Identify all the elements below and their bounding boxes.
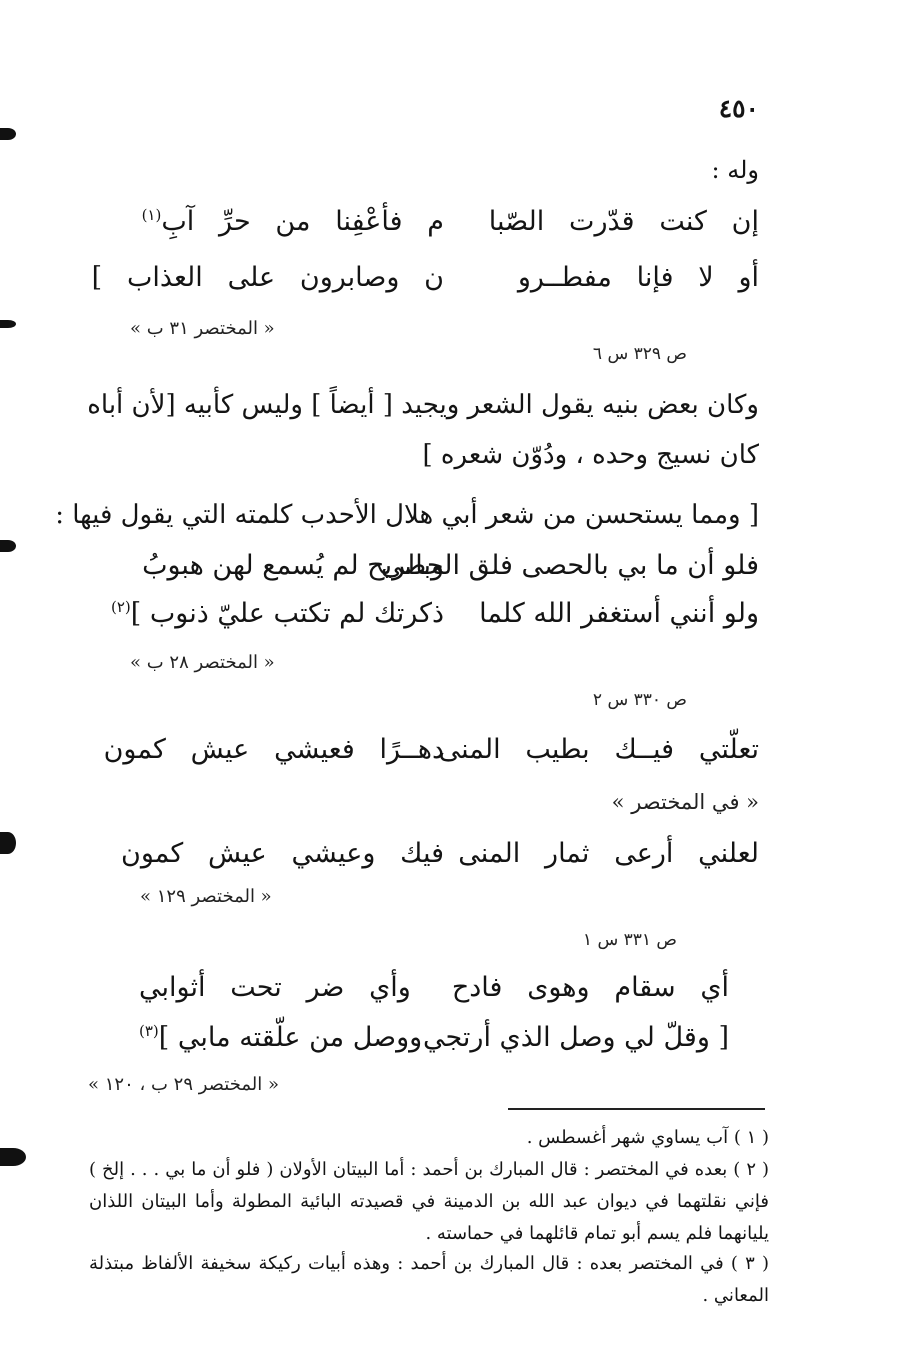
verse-hemistich: دهــرًا فعيشي عيش كمون	[103, 734, 444, 765]
verse-hemistich: إن كنت قدّرت الصّبا	[488, 206, 759, 237]
footnote: ( ١ ) آب يساوي شهر أغسطس .	[526, 1127, 769, 1148]
page-line-reference: ص ٣٢٩ س ٦	[592, 344, 687, 364]
scan-edge-mark	[0, 1148, 26, 1166]
page-line-reference: ص ٣٣٠ س ٢	[592, 690, 687, 710]
scan-edge-mark	[0, 540, 16, 552]
verse-hemistich: وبالريح لم يُسمع لهن هبوبُ	[142, 550, 444, 581]
verse-line	[141, 206, 759, 238]
scan-edge-mark	[0, 832, 16, 854]
verse-line	[139, 972, 729, 1004]
page-number: ٤٥٠	[718, 94, 759, 123]
footnote-marker: (٣)	[139, 1022, 159, 1040]
verse-hemistich: تعلّتي فيــك بطيب المنى	[438, 734, 759, 765]
footnote-rule	[508, 1108, 765, 1110]
scan-edge-mark	[0, 320, 16, 328]
verse-hemistich: أي سقام وهوى فادح	[451, 972, 729, 1003]
verse-line	[121, 838, 759, 870]
source-citation: « المختصر ١٢٩ »	[140, 886, 272, 907]
verse-line	[144, 550, 759, 582]
source-citation: « في المختصر »	[611, 790, 759, 814]
footnote-marker: (٢)	[110, 598, 131, 616]
verse-hemistich: وأي ضر تحت أثوابي	[139, 972, 411, 1003]
source-citation: « المختصر ٢٩ ب ، ١٢٠ »	[88, 1074, 279, 1095]
footnote-marker: (١)	[141, 206, 162, 224]
prose-line: كان نسيج وحده ، ودُوّن شعره ]	[422, 440, 759, 470]
verse-hemistich: م فأعْفِنا من حرِّ آبِ$^{(١)}$	[141, 206, 444, 237]
verse-hemistich: أو لا فإنا مفطــرو	[517, 262, 759, 293]
verse-hemistich: لعلني أرعى ثمار المنى	[458, 838, 759, 869]
prose-line: وكان بعض بنيه يقول الشعر ويجيد [ أيضاً ] وليس كأبيه [لأن أباه	[87, 390, 759, 420]
scan-edge-mark	[0, 128, 16, 140]
verse-hemistich: [ وقلّ لي وصل الذي أرتجي	[422, 1022, 729, 1053]
page-line-reference: ص ٣٣١ س ١	[582, 930, 677, 950]
verse-line	[139, 1022, 729, 1054]
footnote: ( ٢ ) بعده في المختصر : قال المبارك بن أحمد : أما البيتان الأولان ( فلو أن ما بي . . . إلخ ) فإني نقلتهما في ديوان عبد الله بن الدمينة في قصيدته البائية المطولة وأما البيتان اللذان يليانهما فلم يسم أبو تمام قائلهما في حماسته .	[89, 1159, 769, 1244]
verse-hemistich: فيك وعيشي عيش كمون	[121, 838, 444, 869]
verse-line	[103, 734, 759, 766]
verse-hemistich: ولو أنني أستغفر الله كلما	[479, 598, 759, 629]
prose-line: [ ومما يستحسن من شعر أبي هلال الأحدب كلمته التي يقول فيها :	[55, 500, 759, 530]
verse-hemistich: ووصل من علّقته مابي ]$^{(٣)}$	[139, 1022, 423, 1053]
source-citation: « المختصر ٢٨ ب »	[130, 652, 275, 673]
source-citation: « المختصر ٣١ ب »	[130, 318, 275, 339]
verse-line	[91, 262, 759, 294]
verse-line	[110, 598, 759, 630]
footnote: ( ٣ ) في المختصر بعده : قال المبارك بن أحمد : وهذه أبيات ركيكة سخيفة الألفاظ مبتذلة المعاني .	[89, 1253, 770, 1306]
verse-hemistich: ذكرتك لم تكتب عليّ ذنوب ]$^{(٢)}$	[110, 598, 444, 629]
verse-hemistich: ن وصابرون على العذاب ]	[91, 262, 444, 293]
section-label: وله :	[711, 156, 759, 184]
verse-hemistich: فلو أن ما بي بالحصى فلق الحصى	[380, 550, 759, 581]
